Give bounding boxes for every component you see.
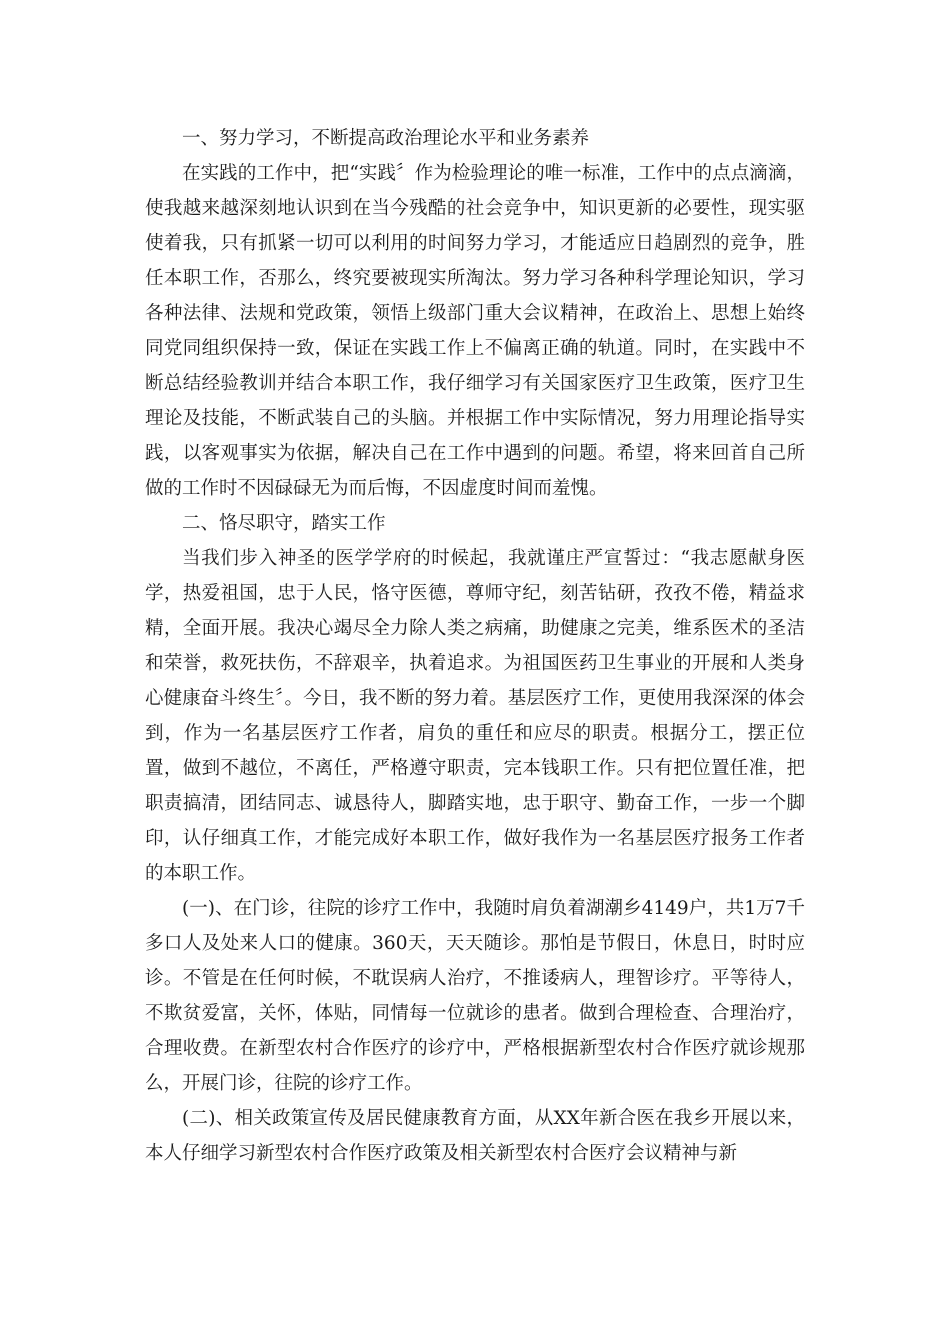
- paragraph: (二)、相关政策宣传及居民健康教育方面，从XX年新合医在我乡开展以来，本人仔细学习新型农村合作医疗政策及相关新型农村合医疗会议精神与新: [145, 1108, 805, 1164]
- section-heading-1: 一、努力学习，不断提高政治理论水平和业务素养: [182, 128, 590, 149]
- paragraph: (一)、在门诊，往院的诊疗工作中，我随时肩负着湖潮乡4149户，共1万7千多口人及处来人口的健康。360天，天天随诊。那怕是节假日，休息日，时时应诊。不管是在任何时候，不耽误病人治疗，不推诿病人，理智诊疗。平等待人，不欺贫爱富，关怀，体贴，同情每一位就诊的患者。做到合理检查、合理治疗，合理收费。在新型农村合作医疗的诊疗中，严格根据新型农村合作医疗就诊规那么，开展门诊，往院的诊疗工作。: [145, 898, 805, 1094]
- paragraph: 在实践的工作中，把“实践〞作为检验理论的唯一标准，工作中的点点滴滴，使我越来越深刻地认识到在当今残酷的社会竞争中，知识更新的必要性，现实驱使着我，只有抓紧一切可以利用的时间努力学习，才能适应日趋剧烈的竞争，胜任本职工作，否那么，终究要被现实所淘汰。努力学习各种科学理论知识，学习各种法律、法规和党政策，领悟上级部门重大会议精神，在政治上、思想上始终同党同组织保持一致，保证在实践工作上不偏离正确的轨道。同时，在实践中不断总结经验教训并结合本职工作，我仔细学习有关国家医疗卫生政策，医疗卫生理论及技能，不断武装自己的头脑。并根据工作中实际情况，努力用理论指导实践，以客观事实为依据，解决自己在工作中遇到的问题。希望，将来回首自己所做的工作时不因碌碌无为而后悔，不因虚度时间而羞愧。: [145, 163, 805, 499]
- document-body: [145, 121, 805, 1171]
- section-heading-2: 二、恪尽职守，踏实工作: [182, 513, 386, 534]
- paragraph: 当我们步入神圣的医学学府的时候起，我就谨庄严宣誓过：“我志愿献身医学，热爱祖国，忠于人民，恪守医德，尊师守纪，刻苦钻研，孜孜不倦，精益求精，全面开展。我决心竭尽全力除人类之病痛，助健康之完美，维系医术的圣洁和荣誉，救死扶伤，不辞艰辛，执着追求。为祖国医药卫生事业的开展和人类身心健康奋斗终生〞。今日，我不断的努力着。基层医疗工作，更使用我深深的体会到，作为一名基层医疗工作者，肩负的重任和应尽的职责。根据分工，摆正位置，做到不越位，不离任，严格遵守职责，完本钱职工作。只有把位置任准，把职责搞清，团结同志、诚恳待人，脚踏实地，忠于职守、勤奋工作，一步一个脚印，认仔细真工作，才能完成好本职工作，做好我作为一名基层医疗报务工作者的本职工作。: [145, 548, 805, 884]
